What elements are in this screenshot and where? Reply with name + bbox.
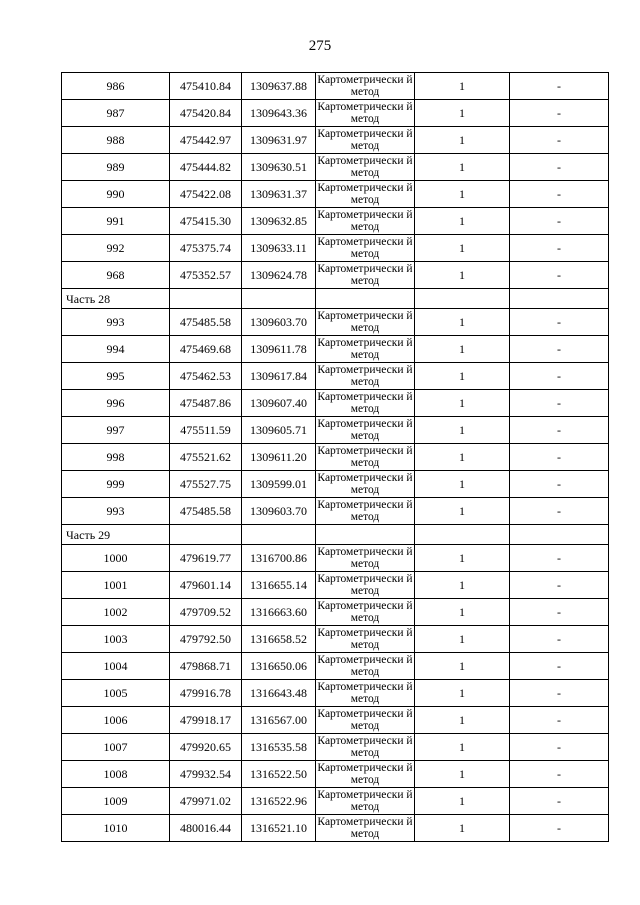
point-number-cell: 989 <box>62 154 170 181</box>
note-cell: - <box>510 761 609 788</box>
method-cell: Картометрически й метод <box>317 101 413 125</box>
point-number-cell: 1001 <box>62 572 170 599</box>
y-coordinate-cell: 1309643.36 <box>242 100 316 127</box>
table-row <box>62 599 609 626</box>
x-coordinate-cell: 475422.08 <box>170 181 242 208</box>
method-cell: Картометрически й метод <box>317 681 413 705</box>
count-cell: 1 <box>415 653 510 680</box>
x-coordinate-cell: 475375.74 <box>170 235 242 262</box>
x-coordinate-cell: 475469.68 <box>170 336 242 363</box>
table-row <box>62 309 609 336</box>
count-cell: 1 <box>415 572 510 599</box>
count-cell: 1 <box>415 498 510 525</box>
count-cell: 1 <box>415 707 510 734</box>
note-cell: - <box>510 100 609 127</box>
method-cell: Картометрически й метод <box>317 789 413 813</box>
empty-cell <box>316 525 415 545</box>
table-row <box>62 154 609 181</box>
y-coordinate-cell: 1316522.96 <box>242 788 316 815</box>
count-cell: 1 <box>415 734 510 761</box>
point-number-cell: 992 <box>62 235 170 262</box>
point-number-cell: 1010 <box>62 815 170 842</box>
x-coordinate-cell: 479932.54 <box>170 761 242 788</box>
point-number-cell: 968 <box>62 262 170 289</box>
table-row <box>62 680 609 707</box>
y-coordinate-cell: 1309599.01 <box>242 471 316 498</box>
x-coordinate-cell: 475420.84 <box>170 100 242 127</box>
empty-cell <box>170 289 242 309</box>
note-cell: - <box>510 734 609 761</box>
note-cell: - <box>510 471 609 498</box>
y-coordinate-cell: 1309632.85 <box>242 208 316 235</box>
y-coordinate-cell: 1316663.60 <box>242 599 316 626</box>
x-coordinate-cell: 479601.14 <box>170 572 242 599</box>
coordinates-table <box>61 72 609 842</box>
method-cell: Картометрически й метод <box>317 573 413 597</box>
table-row <box>62 262 609 289</box>
y-coordinate-cell: 1309605.71 <box>242 417 316 444</box>
note-cell: - <box>510 262 609 289</box>
point-number-cell: 999 <box>62 471 170 498</box>
method-cell: Картометрически й метод <box>317 816 413 840</box>
point-number-cell: 1009 <box>62 788 170 815</box>
x-coordinate-cell: 480016.44 <box>170 815 242 842</box>
table-row <box>62 73 609 100</box>
x-coordinate-cell: 479916.78 <box>170 680 242 707</box>
method-cell: Картометрически й метод <box>317 418 413 442</box>
count-cell: 1 <box>415 235 510 262</box>
empty-cell <box>415 289 510 309</box>
method-cell: Картометрически й метод <box>317 310 413 334</box>
empty-cell <box>242 289 316 309</box>
point-number-cell: 1004 <box>62 653 170 680</box>
empty-cell <box>242 525 316 545</box>
y-coordinate-cell: 1309631.37 <box>242 181 316 208</box>
count-cell: 1 <box>415 626 510 653</box>
method-cell: Картометрически й метод <box>317 499 413 523</box>
table-row <box>62 336 609 363</box>
x-coordinate-cell: 475485.58 <box>170 309 242 336</box>
point-number-cell: 1002 <box>62 599 170 626</box>
table-row <box>62 653 609 680</box>
method-cell: Картометрически й метод <box>317 546 413 570</box>
page-number: 275 <box>308 38 332 54</box>
count-cell: 1 <box>415 788 510 815</box>
point-number-cell: 997 <box>62 417 170 444</box>
y-coordinate-cell: 1309631.97 <box>242 127 316 154</box>
y-coordinate-cell: 1309637.88 <box>242 73 316 100</box>
point-number-cell: 1008 <box>62 761 170 788</box>
note-cell: - <box>510 572 609 599</box>
point-number-cell: 986 <box>62 73 170 100</box>
point-number-cell: 994 <box>62 336 170 363</box>
table-row <box>62 417 609 444</box>
empty-cell <box>170 525 242 545</box>
note-cell: - <box>510 788 609 815</box>
y-coordinate-cell: 1316643.48 <box>242 680 316 707</box>
method-cell: Картометрически й метод <box>317 209 413 233</box>
x-coordinate-cell: 479971.02 <box>170 788 242 815</box>
y-coordinate-cell: 1309603.70 <box>242 309 316 336</box>
count-cell: 1 <box>415 127 510 154</box>
note-cell: - <box>510 336 609 363</box>
count-cell: 1 <box>415 309 510 336</box>
point-number-cell: 1007 <box>62 734 170 761</box>
empty-cell <box>510 525 609 545</box>
point-number-cell: 987 <box>62 100 170 127</box>
count-cell: 1 <box>415 761 510 788</box>
x-coordinate-cell: 479920.65 <box>170 734 242 761</box>
y-coordinate-cell: 1309611.78 <box>242 336 316 363</box>
table-row <box>62 761 609 788</box>
note-cell: - <box>510 680 609 707</box>
x-coordinate-cell: 479792.50 <box>170 626 242 653</box>
table-row <box>62 390 609 417</box>
x-coordinate-cell: 479918.17 <box>170 707 242 734</box>
x-coordinate-cell: 479619.77 <box>170 545 242 572</box>
x-coordinate-cell: 475485.58 <box>170 498 242 525</box>
method-cell: Картометрически й метод <box>317 128 413 152</box>
x-coordinate-cell: 475410.84 <box>170 73 242 100</box>
section-row <box>62 289 609 309</box>
table-row <box>62 815 609 842</box>
point-number-cell: 995 <box>62 363 170 390</box>
x-coordinate-cell: 479868.71 <box>170 653 242 680</box>
note-cell: - <box>510 127 609 154</box>
count-cell: 1 <box>415 100 510 127</box>
x-coordinate-cell: 475444.82 <box>170 154 242 181</box>
count-cell: 1 <box>415 815 510 842</box>
point-number-cell: 990 <box>62 181 170 208</box>
count-cell: 1 <box>415 73 510 100</box>
method-cell: Картометрически й метод <box>317 236 413 260</box>
table-row <box>62 626 609 653</box>
method-cell: Картометрически й метод <box>317 654 413 678</box>
x-coordinate-cell: 475527.75 <box>170 471 242 498</box>
count-cell: 1 <box>415 336 510 363</box>
point-number-cell: 1006 <box>62 707 170 734</box>
table-row <box>62 181 609 208</box>
point-number-cell: 1005 <box>62 680 170 707</box>
point-number-cell: 988 <box>62 127 170 154</box>
method-cell: Картометрически й метод <box>317 182 413 206</box>
table-row <box>62 100 609 127</box>
note-cell: - <box>510 599 609 626</box>
y-coordinate-cell: 1316522.50 <box>242 761 316 788</box>
table-row <box>62 127 609 154</box>
y-coordinate-cell: 1316535.58 <box>242 734 316 761</box>
table-row <box>62 498 609 525</box>
count-cell: 1 <box>415 599 510 626</box>
y-coordinate-cell: 1316655.14 <box>242 572 316 599</box>
y-coordinate-cell: 1309633.11 <box>242 235 316 262</box>
count-cell: 1 <box>415 680 510 707</box>
table-row <box>62 208 609 235</box>
count-cell: 1 <box>415 154 510 181</box>
note-cell: - <box>510 181 609 208</box>
table-row <box>62 788 609 815</box>
section-label: Часть 28 <box>62 289 170 309</box>
table-row <box>62 444 609 471</box>
x-coordinate-cell: 475415.30 <box>170 208 242 235</box>
count-cell: 1 <box>415 390 510 417</box>
y-coordinate-cell: 1309624.78 <box>242 262 316 289</box>
count-cell: 1 <box>415 363 510 390</box>
y-coordinate-cell: 1309607.40 <box>242 390 316 417</box>
point-number-cell: 993 <box>62 498 170 525</box>
note-cell: - <box>510 498 609 525</box>
note-cell: - <box>510 626 609 653</box>
note-cell: - <box>510 309 609 336</box>
y-coordinate-cell: 1309630.51 <box>242 154 316 181</box>
note-cell: - <box>510 154 609 181</box>
section-label: Часть 29 <box>62 525 170 545</box>
note-cell: - <box>510 363 609 390</box>
x-coordinate-cell: 475511.59 <box>170 417 242 444</box>
note-cell: - <box>510 653 609 680</box>
method-cell: Картометрически й метод <box>317 391 413 415</box>
method-cell: Картометрически й метод <box>317 263 413 287</box>
table-row <box>62 734 609 761</box>
x-coordinate-cell: 475352.57 <box>170 262 242 289</box>
note-cell: - <box>510 545 609 572</box>
point-number-cell: 991 <box>62 208 170 235</box>
point-number-cell: 1000 <box>62 545 170 572</box>
table-row <box>62 545 609 572</box>
count-cell: 1 <box>415 471 510 498</box>
y-coordinate-cell: 1316658.52 <box>242 626 316 653</box>
method-cell: Картометрически й метод <box>317 735 413 759</box>
table-row <box>62 471 609 498</box>
method-cell: Картометрически й метод <box>317 445 413 469</box>
x-coordinate-cell: 479709.52 <box>170 599 242 626</box>
y-coordinate-cell: 1316650.06 <box>242 653 316 680</box>
y-coordinate-cell: 1316700.86 <box>242 545 316 572</box>
note-cell: - <box>510 707 609 734</box>
empty-cell <box>316 289 415 309</box>
count-cell: 1 <box>415 444 510 471</box>
y-coordinate-cell: 1309617.84 <box>242 363 316 390</box>
table-row <box>62 235 609 262</box>
method-cell: Картометрически й метод <box>317 337 413 361</box>
count-cell: 1 <box>415 417 510 444</box>
count-cell: 1 <box>415 208 510 235</box>
note-cell: - <box>510 235 609 262</box>
note-cell: - <box>510 417 609 444</box>
method-cell: Картометрически й метод <box>317 600 413 624</box>
count-cell: 1 <box>415 262 510 289</box>
y-coordinate-cell: 1316521.10 <box>242 815 316 842</box>
method-cell: Картометрически й метод <box>317 472 413 496</box>
y-coordinate-cell: 1309603.70 <box>242 498 316 525</box>
count-cell: 1 <box>415 181 510 208</box>
point-number-cell: 993 <box>62 309 170 336</box>
table-row <box>62 572 609 599</box>
y-coordinate-cell: 1316567.00 <box>242 707 316 734</box>
note-cell: - <box>510 815 609 842</box>
method-cell: Картометрически й метод <box>317 627 413 651</box>
point-number-cell: 996 <box>62 390 170 417</box>
empty-cell <box>415 525 510 545</box>
note-cell: - <box>510 390 609 417</box>
method-cell: Картометрически й метод <box>317 708 413 732</box>
method-cell: Картометрически й метод <box>317 155 413 179</box>
coordinates-table-body <box>62 73 609 842</box>
table-row <box>62 363 609 390</box>
x-coordinate-cell: 475487.86 <box>170 390 242 417</box>
empty-cell <box>510 289 609 309</box>
note-cell: - <box>510 444 609 471</box>
section-row <box>62 525 609 545</box>
x-coordinate-cell: 475442.97 <box>170 127 242 154</box>
method-cell: Картометрически й метод <box>317 762 413 786</box>
table-row <box>62 707 609 734</box>
point-number-cell: 998 <box>62 444 170 471</box>
y-coordinate-cell: 1309611.20 <box>242 444 316 471</box>
note-cell: - <box>510 208 609 235</box>
method-cell: Картометрически й метод <box>317 364 413 388</box>
count-cell: 1 <box>415 545 510 572</box>
method-cell: Картометрически й метод <box>317 74 413 98</box>
x-coordinate-cell: 475462.53 <box>170 363 242 390</box>
note-cell: - <box>510 73 609 100</box>
point-number-cell: 1003 <box>62 626 170 653</box>
x-coordinate-cell: 475521.62 <box>170 444 242 471</box>
